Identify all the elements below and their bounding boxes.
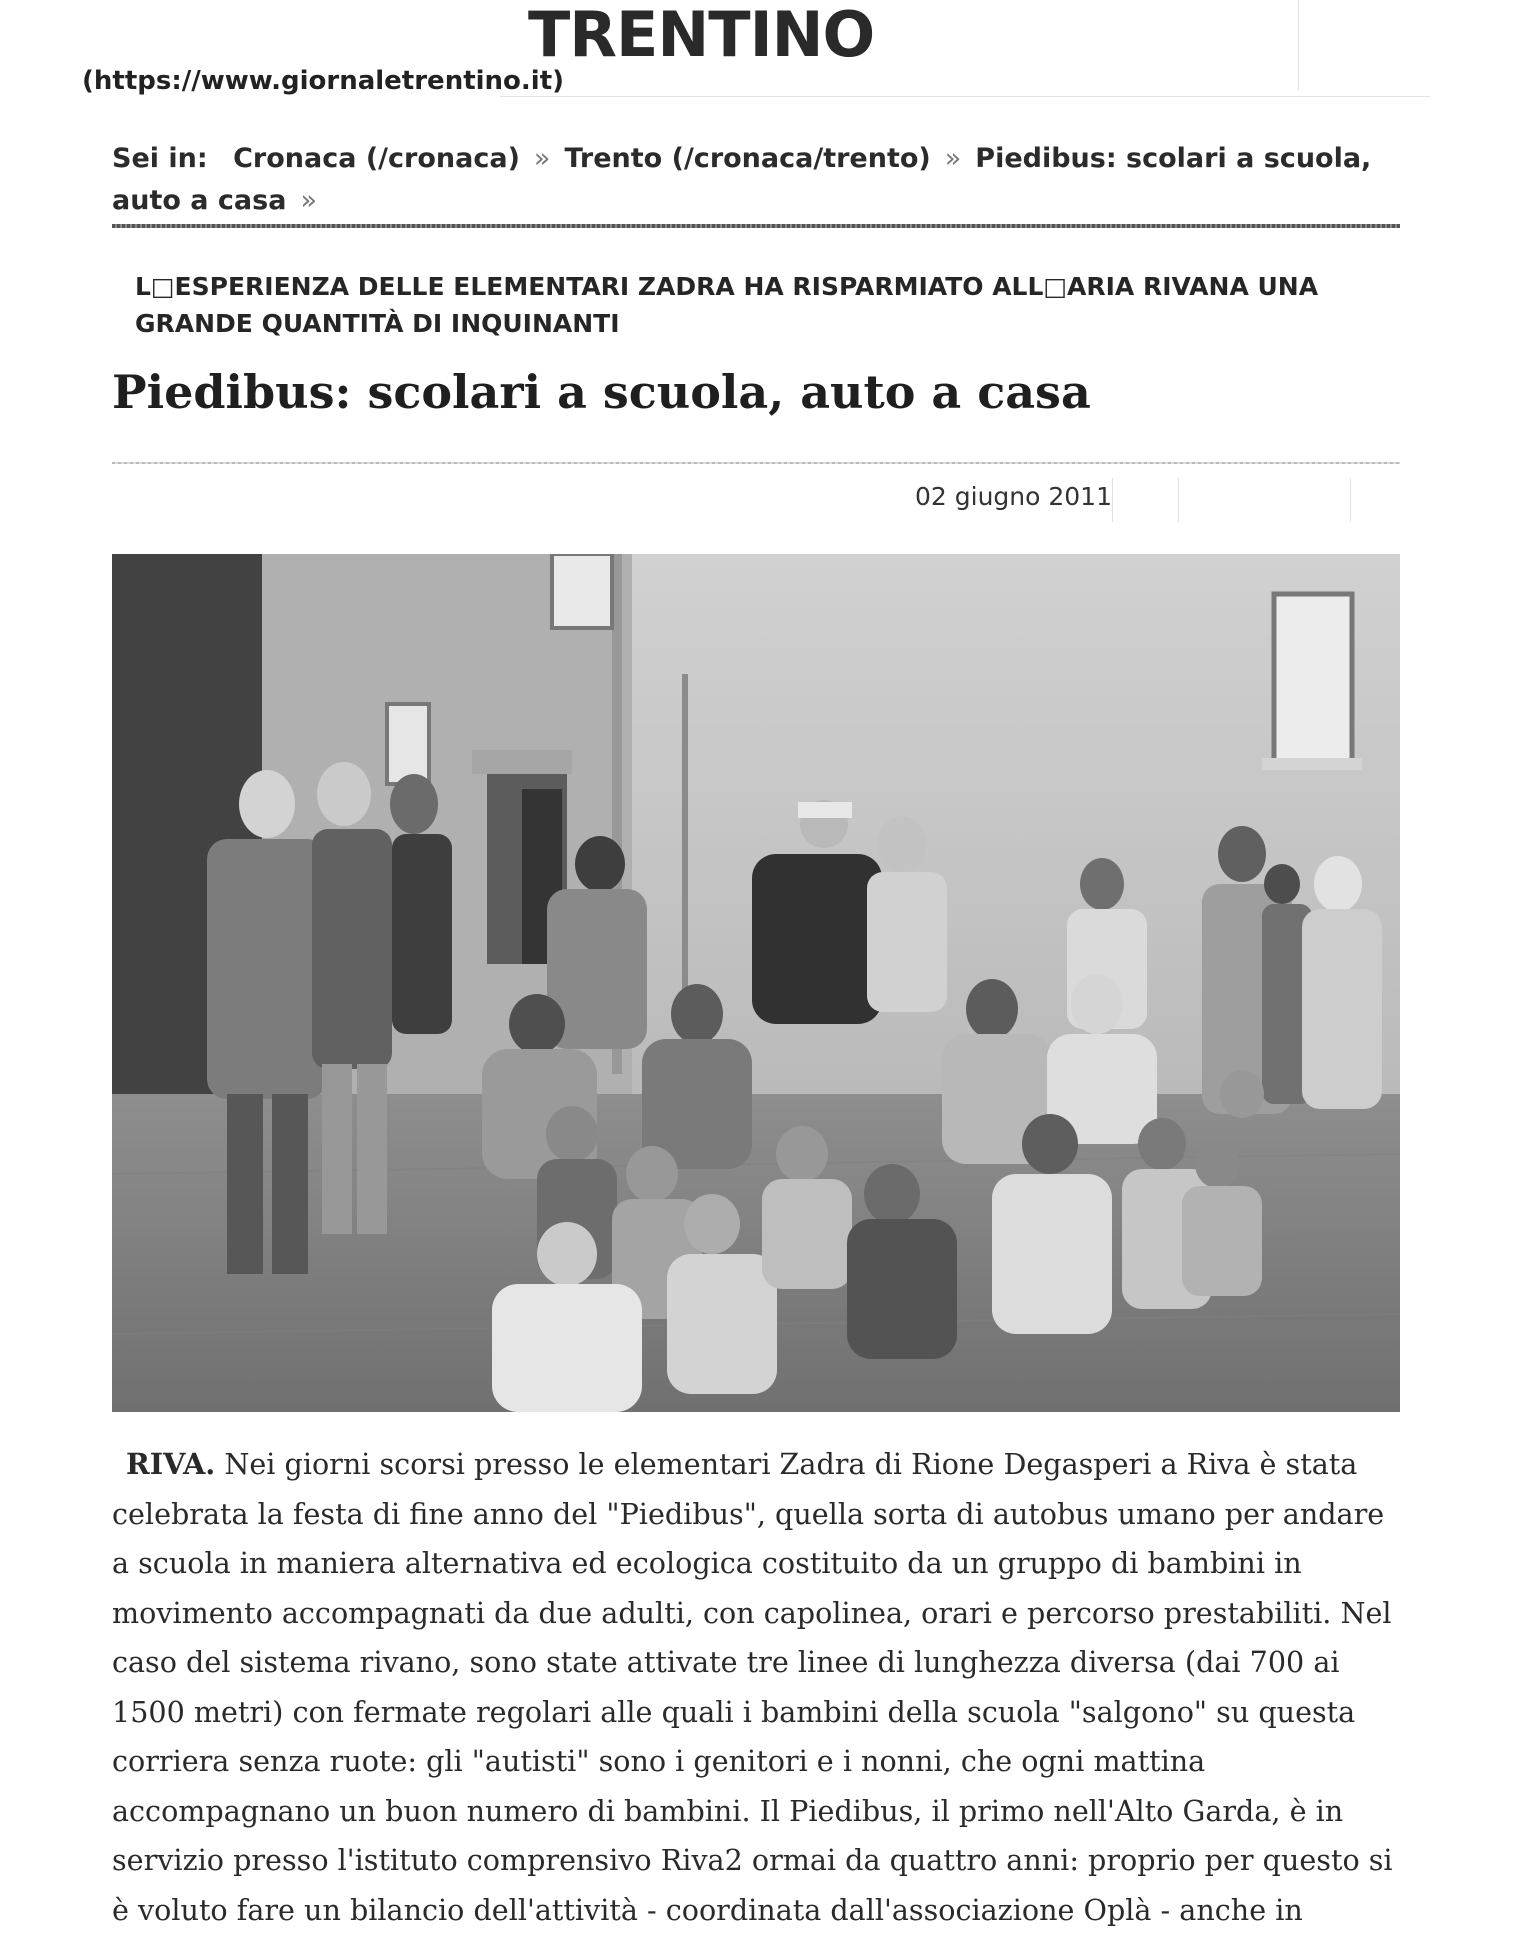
breadcrumb: [112, 138, 1392, 222]
article-body-text: Nei giorni scorsi presso le elementari Zadra di Rione Degasperi a Riva è stata celebrata la festa di fine anno del "Piedibus", quella sorta di autobus umano per andare a scuola in maniera alternativa ed ecologica costituito da un gruppo di bambini in movimento accompagnati da due adulti, con capolinea, orari e percorso prestabiliti. Nel caso del sistema rivano, sono state attivate tre linee di lunghezza diversa (dai 700 ai 1500 metri) con fermate regolari alle quali i bambini della scuola "salgono" su questa corriera senza ruote: gli "autisti" sono i genitori e i nonni, che ogni mattina accompagnano un buon numero di bambini. Il Piedibus, il primo nell'Alto Garda, è in servizio presso l'istituto comprensivo Riva2 ormai da quattro anni: proprio per questo si è voluto fare un bilancio dell'attività - coordinata dall'associazione Oplà - anche in: [112, 1447, 1393, 1927]
date-vertical-line: [1350, 478, 1351, 522]
article-title: Piedibus: scolari a scuola, auto a casa: [112, 365, 1091, 419]
article-date: 02 giugno 2011: [915, 482, 1112, 511]
site-url[interactable]: (https://www.giornaletrentino.it): [82, 66, 565, 96]
title-divider: [112, 462, 1400, 464]
date-vertical-line: [1178, 478, 1179, 522]
article-lead: RIVA.: [126, 1447, 216, 1481]
masthead-logo: TRENTINO: [528, 0, 875, 71]
breadcrumb-separator: »: [533, 143, 551, 174]
group-photo-illustration: [112, 554, 1400, 1412]
header-vertical-line: [1298, 0, 1299, 90]
breadcrumb-prefix: Sei in:: [112, 143, 208, 174]
breadcrumb-item-trento[interactable]: Trento (/cronaca/trento): [564, 143, 931, 174]
date-vertical-line: [1112, 478, 1113, 522]
breadcrumb-item-cronaca[interactable]: Cronaca (/cronaca): [233, 143, 520, 174]
breadcrumb-divider: [112, 224, 1400, 228]
article-kicker: L□ESPERIENZA DELLE ELEMENTARI ZADRA HA RISPARMIATO ALL□ARIA RIVANA UNA GRANDE QUANTITÀ DI INQUINANTI: [135, 272, 1319, 338]
breadcrumb-separator: »: [300, 185, 317, 216]
article-body: [112, 1440, 1404, 1935]
breadcrumb-separator: »: [944, 143, 962, 174]
breadcrumb-item-current[interactable]: Piedibus: scolari a scuola, auto a casa: [112, 143, 1372, 216]
article-photo: [112, 554, 1400, 1412]
header-divider: [500, 96, 1430, 97]
